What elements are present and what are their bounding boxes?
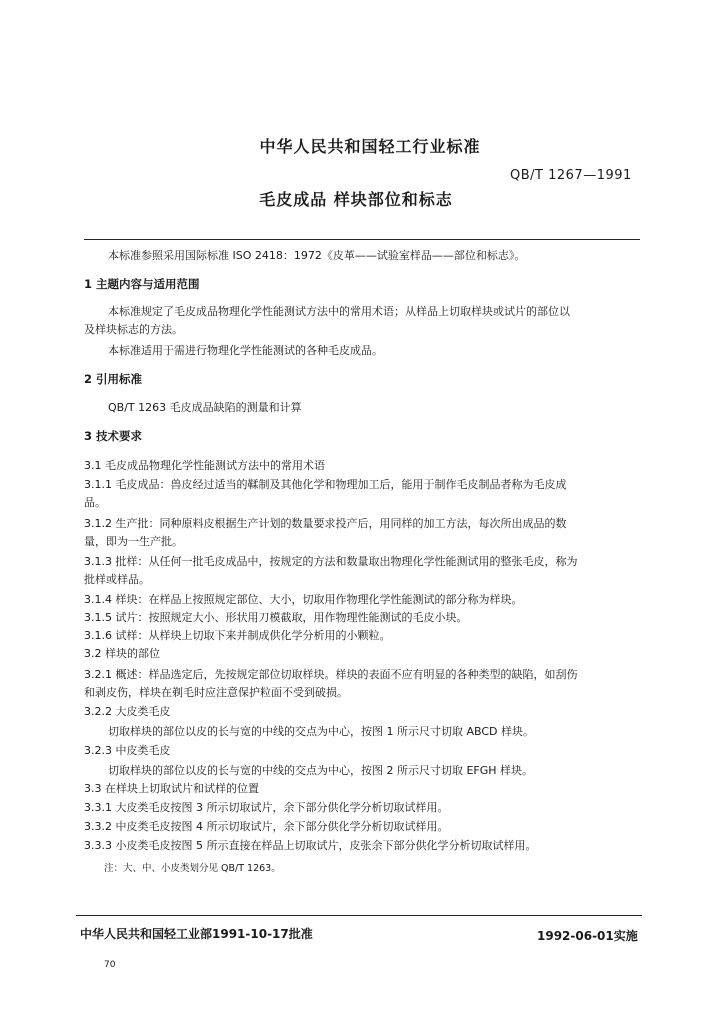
section-2-heading: 2 引用标准 [84, 372, 143, 386]
approval-line: 中华人民共和国轻工业部1991-10-17批准 [80, 927, 313, 941]
clause-3-3-1: 3.3.1 大皮类毛皮按图 3 所示切取试片，余下部分供化学分析切取试样用。 [84, 801, 449, 814]
clause-3-2-3-text: 切取样块的部位以皮的长与宽的中线的交点为中心，按图 2 所示尺寸切取 EFGH 样块。 [108, 764, 534, 777]
clause-3-2-3: 3.2.3 中皮类毛皮 [84, 744, 171, 757]
clause-3-2: 3.2 样块的部位 [84, 647, 160, 660]
clause-3-1-3-line-1: 3.1.3 批样：从任何一批毛皮成品中，按规定的方法和数量取出物理化学性能测试用的整张毛皮，称为 [84, 555, 578, 568]
clause-3-2-2-text: 切取样块的部位以皮的长与宽的中线的交点为中心，按图 1 所示尺寸切取 ABCD 样块。 [108, 725, 535, 738]
preamble: 本标准参照采用国际标准 ISO 2418：1972《皮革——试验室样品——部位和标志》。 [108, 249, 526, 262]
section-1-heading: 1 主题内容与适用范围 [84, 277, 200, 291]
standard-number: QB/T 1267—1991 [510, 168, 632, 183]
clause-3-2-1-line-1: 3.2.1 概述：样品选定后，先按规定部位切取样块。样块的表面不应有明显的各种类型的缺陷，如刮伤 [84, 668, 578, 681]
section-1-para-1-line-2: 及样块标志的方法。 [84, 323, 183, 336]
clause-3-1-3-line-2: 批样或样品。 [84, 573, 150, 586]
clause-3-3-3: 3.3.3 小皮类毛皮按图 5 所示直接在样品上切取试片，皮张余下部分供化学分析切取试样用。 [84, 839, 537, 852]
section-2-reference: QB/T 1263 毛皮成品缺陷的测量和计算 [108, 401, 302, 414]
page-number: 70 [104, 960, 116, 970]
clause-3-1-2-line-2: 量，即为一生产批。 [84, 535, 183, 548]
footer-rule [76, 915, 642, 916]
clause-3-3: 3.3 在样块上切取试片和试样的位置 [84, 782, 259, 795]
clause-3-1-1-line-2: 品。 [84, 496, 106, 509]
standard-category: 中华人民共和国轻工行业标准 [259, 137, 481, 156]
note: 注：大、中、小皮类划分见 QB/T 1263。 [104, 863, 281, 874]
clause-3-2-1-line-2: 和剥皮伤，样块在剃毛时应注意保护粒面不受到破损。 [84, 686, 348, 699]
section-3-heading: 3 技术要求 [84, 429, 143, 443]
section-1-para-2: 本标准适用于需进行物理化学性能测试的各种毛皮成品。 [108, 344, 383, 357]
clause-3-1-6: 3.1.6 试样：从样块上切取下来并制成供化学分析用的小颗粒。 [84, 629, 391, 642]
document-title: 毛皮成品 样块部位和标志 [259, 190, 453, 209]
clause-3-1-2-line-1: 3.1.2 生产批：同种原料皮根据生产计划的数量要求投产后，用同样的加工方法，每次所出成品的数 [84, 517, 567, 530]
header-rule [84, 239, 640, 240]
clause-3-1-4: 3.1.4 样块：在样品上按照规定部位、大小，切取用作物理化学性能测试的部分称为样块。 [84, 593, 523, 606]
effective-date: 1992-06-01实施 [537, 929, 638, 943]
clause-3-1-5: 3.1.5 试片：按照规定大小、形状用刀模截取，用作物理性能测试的毛皮小块。 [84, 611, 468, 624]
clause-3-2-2: 3.2.2 大皮类毛皮 [84, 705, 171, 718]
clause-3-1: 3.1 毛皮成品物理化学性能测试方法中的常用术语 [84, 459, 325, 472]
section-1-para-1-line-1: 本标准规定了毛皮成品物理化学性能测试方法中的常用术语；从样品上切取样块或试片的部位以 [108, 305, 570, 318]
clause-3-1-1-line-1: 3.1.1 毛皮成品：兽皮经过适当的鞣制及其他化学和物理加工后，能用于制作毛皮制品者称为毛皮成 [84, 478, 567, 491]
clause-3-3-2: 3.3.2 中皮类毛皮按图 4 所示切取试片，余下部分供化学分析切取试样用。 [84, 820, 449, 833]
